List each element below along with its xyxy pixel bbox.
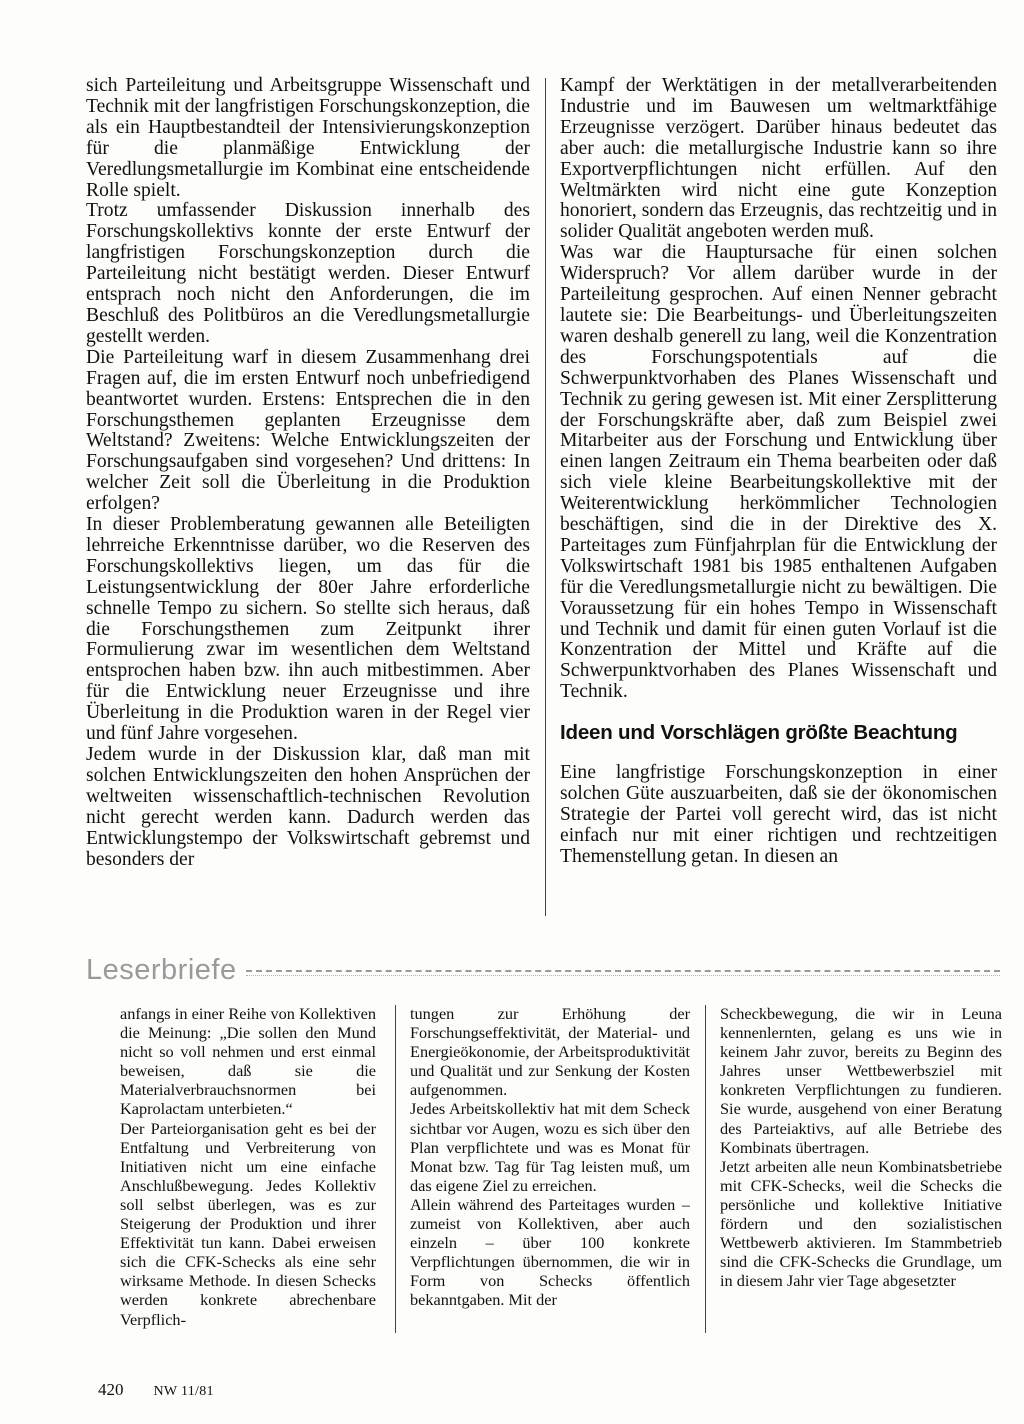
article-paragraph: Eine langfristige Forschungskonzeption in einer solchen Güte auszuarbeiten, daß sie der ökonomischen Strategie der Partei voll gerecht wird, das ist nicht einfach nur mit einer richtigen und rechtzeitigen Themenstellung getan. In diesen an bbox=[560, 762, 997, 867]
column-divider bbox=[705, 1005, 706, 1333]
letter-paragraph: anfangs in einer Reihe von Kollektiven die Meinung: „Die sollen den Mund nicht so voll nehmen und erst einmal beweisen, daß sie die Materialverbrauchsnormen bei Kaprolactam unterbieten.“ bbox=[120, 1004, 376, 1119]
article-paragraph: Was war die Hauptursache für einen solchen Widerspruch? Vor allem darüber wurde in der Parteileitung gesprochen. Auf einen Nenner gebracht lautete sie: Die Bearbeitungs- und Überleitungszeiten waren deshalb generell zu lang, weil die Konzentration des Forschungspotentials auf die Schwerpunktvorhaben des Planes Wissenschaft und Technik zu gering gewesen ist. Mit einer Zersplitterung der Forschungskräfte aber, daß zum Beispiel zwei Mitarbeiter aus der Forschung und Entwicklung über einen langen Zeitraum ein Thema bearbeiten oder daß sich viele kleine Bearbeitungskollektive mit der Weiterentwicklung herkömmlicher Technologien beschäftigen, sind die in der Direktive des X. Parteitages zum Fünfjahrplan für die Entwicklung der Volkswirtschaft 1981 bis 1985 enthaltenen Aufgaben für die Veredlungsmetallurgie nicht zu bewältigen. Die Voraussetzung für ein hohes Tempo in Wissenschaft und Technik und damit für einen guten Vorlauf ist die Konzentration der Mittel und Kräfte auf die Schwerpunktvorhaben des Planes Wissenschaft und Technik. bbox=[560, 242, 997, 703]
column-divider bbox=[395, 1005, 396, 1333]
article-paragraph: In dieser Problemberatung gewannen alle Beteiligten lehrreiche Erkenntnisse darüber, wo die Reserven des Forschungskollektivs liegen, um das für die Leistungsentwicklung der 80er Jahre erforderliche schnelle Tempo zu sichern. So stellte sich heraus, daß die Forschungsthemen zum Zeitpunkt ihrer Formulierung zwar im wesentlichen dem Weltstand entsprochen haben bzw. ihn auch mitbestimmen. Aber für die Entwicklung neuer Erzeugnisse und ihre Überleitung in die Produktion waren in der Regel vier und fünf Jahre vorgesehen. bbox=[86, 514, 530, 745]
letter-paragraph: tungen zur Erhöhung der Forschungseffektivität, der Material- und Energieökonomie, der Arbeitsproduktivität und Qualität und zur Senkung der Kosten aufgenommen. bbox=[410, 1004, 690, 1100]
article-paragraph: Kampf der Werktätigen in der metallverarbeitenden Industrie und im Bauwesen um weltmarktfähige Erzeugnisse verzögert. Darüber hinaus bedeutet das aber auch: die metallurgische Industrie kann so ihre Exportverpflichtungen nicht erfüllen. Auf den Weltmärkten wird nicht eine gute Konzeption honoriert, sondern das Erzeugnis, das rechtzeitig und in solider Qualität angeboten werden muß. bbox=[560, 76, 997, 243]
letters-header-rule bbox=[246, 970, 1000, 976]
letters-column-1 bbox=[120, 1004, 376, 1334]
letters-column-2 bbox=[410, 1004, 690, 1334]
column-divider bbox=[545, 78, 546, 916]
letter-paragraph: Allein während des Parteitages wurden – zumeist von Kollektiven, aber auch einzeln – über 100 konkrete Verpflichtungen übernommen, die wir in Form von Schecks öffentlich bekanntgaben. Mit der bbox=[410, 1194, 690, 1310]
section-subheading: Ideen und Vorschlägen größte Beachtung bbox=[560, 721, 958, 745]
page-footer bbox=[98, 1380, 214, 1400]
article-column-left bbox=[86, 76, 530, 926]
letters-column-3 bbox=[720, 1004, 1002, 1334]
article-column-right bbox=[560, 76, 997, 926]
letter-paragraph: Jetzt arbeiten alle neun Kombinatsbetriebe mit CFK-Schecks, weil die Schecks die persönliche und kollektive Initiative fördern und den sozialistischen Wettbewerb aktivieren. Im Stammbetrieb sind die CFK-Schecks die Grundlage, um in diesem Jahr vier Tage abgesetzter bbox=[720, 1156, 1002, 1291]
article-paragraph: Jedem wurde in der Diskussion klar, daß man mit solchen Entwicklungszeiten den hohen Ansprüchen der weltweiten wissenschaftlich-technischen Revolution nicht gerecht werden kann. Dadurch werden das Entwicklungstempo der Volkswirtschaft gebremst und besonders der bbox=[86, 744, 530, 870]
letter-paragraph: Jedes Arbeitskollektiv hat mit dem Scheck sichtbar vor Augen, wozu es sich über den Plan verpflichtete und was es Monat für Monat bzw. Tag für Tag leisten muß, um das eigene Ziel zu erreichen. bbox=[410, 1099, 690, 1195]
letter-paragraph: Der Parteiorganisation geht es bei der Entfaltung und Verbreiterung von Initiativen nicht um eine einfache Anschlußbewegung. Jedes Kollektiv soll selbst überlegen, was es zur Steigerung der Produktion und ihrer Effektivität tun kann. Dabei erweisen sich die CFK-Schecks als eine sehr wirksame Methode. In diesen Schecks werden konkrete abrechenbare Verpflich- bbox=[120, 1118, 376, 1329]
article-paragraph: sich Parteileitung und Arbeitsgruppe Wissenschaft und Technik mit der langfristigen Forschungskonzeption, die als ein Hauptbestandteil der Intensivierungskonzeption für die planmäßige Entwicklung der Veredlungsmetallurgie im Kombinat eine entscheidende Rolle spielt. bbox=[86, 76, 530, 201]
page-number: 420 bbox=[98, 1380, 124, 1399]
article-paragraph: Trotz umfassender Diskussion innerhalb des Forschungskollektivs konnte der erste Entwurf der langfristigen Forschungskonzeption durch die Parteileitung nicht bestätigt werden. Dieser Entwurf entsprach noch nicht den Anforderungen, die im Beschluß des Politbüros an die Veredlungsmetallurgie gestellt werden. bbox=[86, 200, 530, 347]
letters-section-header bbox=[86, 952, 1000, 992]
letters-section-label: Leserbriefe bbox=[86, 954, 237, 986]
letter-paragraph: Scheckbewegung, die wir in Leuna kennenlernten, gelang es uns wie in keinem Jahr zuvor, bereits zu Beginn des Jahres unser Wettbewerbsziel mit konkreten Verpflichtungen zu fundieren. Sie wurde, ausgehend von einer Beratung des Parteiaktivs, auf alle Betriebe des Kombinats übertragen. bbox=[720, 1004, 1002, 1157]
article-paragraph: Die Parteileitung warf in diesem Zusammenhang drei Fragen auf, die im ersten Entwurf noch unbefriedigend beantwortet wurden. Erstens: Entsprechen die in den Forschungsthemen geplanten Erzeugnisse dem Weltstand? Zweitens: Welche Entwicklungszeiten der Forschungsaufgaben sind vorgesehen? Und drittens: In welcher Zeit soll die Überleitung in die Produktion erfolgen? bbox=[86, 346, 530, 515]
issue-reference: NW 11/81 bbox=[153, 1384, 214, 1399]
